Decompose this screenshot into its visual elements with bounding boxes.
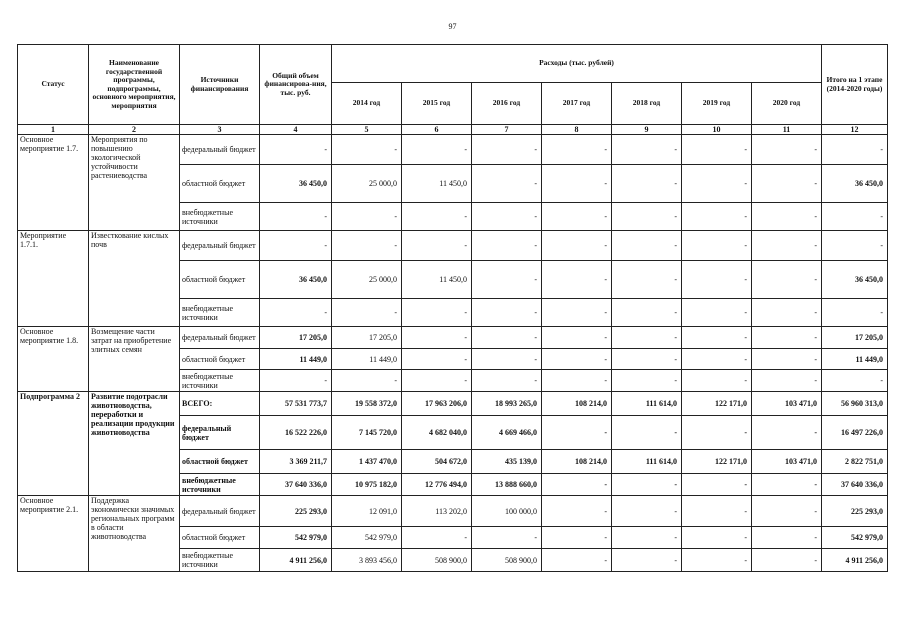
column-number: 12 [822, 125, 888, 135]
column-number: 6 [402, 125, 472, 135]
year-value-cell: - [682, 370, 752, 392]
year-value-cell: - [332, 370, 402, 392]
stage-total-cell: 36 450,0 [822, 165, 888, 203]
source-cell: внебюджетные источники [180, 370, 260, 392]
total-volume-cell: - [260, 299, 332, 327]
year-value-cell: - [682, 527, 752, 549]
year-value-cell: - [332, 135, 402, 165]
year-value-cell: - [752, 327, 822, 349]
year-value-cell: 11 449,0 [332, 349, 402, 370]
header-sources: Источники финансирования [180, 45, 260, 125]
total-volume-cell: - [260, 370, 332, 392]
year-value-cell: - [682, 474, 752, 496]
year-value-cell: - [542, 370, 612, 392]
year-value-cell: - [542, 416, 612, 450]
year-value-cell: 435 139,0 [472, 450, 542, 474]
column-number: 9 [612, 125, 682, 135]
header-year: 2018 год [612, 83, 682, 125]
total-volume-cell: - [260, 203, 332, 231]
year-value-cell: - [612, 135, 682, 165]
header-expenses: Расходы (тыс. рублей) [332, 45, 822, 83]
year-value-cell: 13 888 660,0 [472, 474, 542, 496]
header-year: 2019 год [682, 83, 752, 125]
year-value-cell: - [542, 203, 612, 231]
header-year: 2017 год [542, 83, 612, 125]
total-volume-cell: - [260, 231, 332, 261]
stage-total-cell: 17 205,0 [822, 327, 888, 349]
header-status: Статус [18, 45, 89, 125]
year-value-cell: - [752, 299, 822, 327]
year-value-cell: - [752, 549, 822, 572]
name-cell: Возмещение части затрат на приобретение элитных семян [89, 327, 180, 392]
year-value-cell: 111 614,0 [612, 392, 682, 416]
year-value-cell: - [682, 416, 752, 450]
year-value-cell: - [472, 527, 542, 549]
source-cell: внебюджетные источники [180, 299, 260, 327]
year-value-cell: - [472, 370, 542, 392]
total-volume-cell: 37 640 336,0 [260, 474, 332, 496]
year-value-cell: - [612, 299, 682, 327]
year-value-cell: - [682, 231, 752, 261]
year-value-cell: 103 471,0 [752, 450, 822, 474]
year-value-cell: 3 893 456,0 [332, 549, 402, 572]
year-value-cell: - [542, 527, 612, 549]
year-value-cell: - [752, 416, 822, 450]
year-value-cell: - [542, 549, 612, 572]
year-value-cell: - [612, 416, 682, 450]
header-year: 2014 год [332, 83, 402, 125]
total-volume-cell: 4 911 256,0 [260, 549, 332, 572]
year-value-cell: - [542, 231, 612, 261]
year-value-cell: - [542, 135, 612, 165]
source-cell: федеральный бюджет [180, 416, 260, 450]
year-value-cell: 122 171,0 [682, 392, 752, 416]
year-value-cell: - [472, 327, 542, 349]
year-value-cell: - [402, 203, 472, 231]
column-number: 1 [18, 125, 89, 135]
column-number: 2 [89, 125, 180, 135]
source-cell: федеральный бюджет [180, 327, 260, 349]
stage-total-cell: 56 960 313,0 [822, 392, 888, 416]
year-value-cell: 122 171,0 [682, 450, 752, 474]
year-value-cell: - [752, 370, 822, 392]
source-cell: ВСЕГО: [180, 392, 260, 416]
year-value-cell: - [402, 370, 472, 392]
status-cell: Основное мероприятие 2.1. [18, 496, 89, 572]
year-value-cell: 19 558 372,0 [332, 392, 402, 416]
source-cell: областной бюджет [180, 450, 260, 474]
year-value-cell: 17 963 206,0 [402, 392, 472, 416]
stage-total-cell: 37 640 336,0 [822, 474, 888, 496]
total-volume-cell: 11 449,0 [260, 349, 332, 370]
stage-total-cell: - [822, 370, 888, 392]
status-cell: Мероприятие 1.7.1. [18, 231, 89, 327]
source-cell: федеральный бюджет [180, 496, 260, 527]
year-value-cell: - [542, 327, 612, 349]
year-value-cell: - [612, 261, 682, 299]
year-value-cell: - [612, 203, 682, 231]
total-volume-cell: 17 205,0 [260, 327, 332, 349]
year-value-cell: - [542, 474, 612, 496]
year-value-cell: - [682, 549, 752, 572]
table-row [18, 135, 888, 165]
year-value-cell: - [472, 203, 542, 231]
year-value-cell: - [542, 261, 612, 299]
status-cell: Основное мероприятие 1.8. [18, 327, 89, 392]
year-value-cell: - [752, 474, 822, 496]
year-value-cell: - [472, 165, 542, 203]
status-cell: Подпрограмма 2 [18, 392, 89, 496]
total-volume-cell: - [260, 135, 332, 165]
year-value-cell: 17 205,0 [332, 327, 402, 349]
header-name: Наименование государственной программы, подпрограммы, основного мероприятия, мероприятия [89, 45, 180, 125]
table-row [18, 231, 888, 261]
year-value-cell: - [682, 349, 752, 370]
year-value-cell: - [752, 261, 822, 299]
year-value-cell: 508 900,0 [472, 549, 542, 572]
table-row [18, 327, 888, 349]
year-value-cell: 504 672,0 [402, 450, 472, 474]
column-number: 3 [180, 125, 260, 135]
name-cell: Известкование кислых почв [89, 231, 180, 327]
year-value-cell: - [332, 231, 402, 261]
year-value-cell: 4 682 040,0 [402, 416, 472, 450]
year-value-cell: - [402, 135, 472, 165]
stage-total-cell: 36 450,0 [822, 261, 888, 299]
year-value-cell: 12 776 494,0 [402, 474, 472, 496]
year-value-cell: 11 450,0 [402, 165, 472, 203]
source-cell: федеральный бюджет [180, 135, 260, 165]
year-value-cell: - [542, 165, 612, 203]
year-value-cell: - [682, 135, 752, 165]
total-volume-cell: 225 293,0 [260, 496, 332, 527]
stage-total-cell: 542 979,0 [822, 527, 888, 549]
name-cell: Мероприятия по повышению экологической устойчивости растениеводства [89, 135, 180, 231]
year-value-cell: - [612, 327, 682, 349]
year-value-cell: - [752, 496, 822, 527]
stage-total-cell: - [822, 231, 888, 261]
year-value-cell: 100 000,0 [472, 496, 542, 527]
total-volume-cell: 36 450,0 [260, 261, 332, 299]
budget-table [17, 44, 888, 572]
year-value-cell: - [752, 527, 822, 549]
year-value-cell: 111 614,0 [612, 450, 682, 474]
year-value-cell: 4 669 466,0 [472, 416, 542, 450]
year-value-cell: - [752, 165, 822, 203]
year-value-cell: - [402, 299, 472, 327]
year-value-cell: 18 993 265,0 [472, 392, 542, 416]
year-value-cell: - [332, 203, 402, 231]
year-value-cell: - [612, 349, 682, 370]
year-value-cell: 11 450,0 [402, 261, 472, 299]
source-cell: областной бюджет [180, 349, 260, 370]
stage-total-cell: - [822, 135, 888, 165]
year-value-cell: - [612, 165, 682, 203]
source-cell: федеральный бюджет [180, 231, 260, 261]
year-value-cell: 12 091,0 [332, 496, 402, 527]
year-value-cell: - [682, 203, 752, 231]
year-value-cell: - [752, 349, 822, 370]
source-cell: внебюджетные источники [180, 474, 260, 496]
year-value-cell: 108 214,0 [542, 450, 612, 474]
stage-total-cell: 225 293,0 [822, 496, 888, 527]
year-value-cell: 1 437 470,0 [332, 450, 402, 474]
source-cell: внебюджетные источники [180, 549, 260, 572]
source-cell: областной бюджет [180, 261, 260, 299]
total-volume-cell: 36 450,0 [260, 165, 332, 203]
column-number: 4 [260, 125, 332, 135]
year-value-cell: 508 900,0 [402, 549, 472, 572]
column-number: 8 [542, 125, 612, 135]
year-value-cell: - [612, 549, 682, 572]
table-row [18, 496, 888, 527]
year-value-cell: - [472, 135, 542, 165]
year-value-cell: - [542, 349, 612, 370]
stage-total-cell: - [822, 299, 888, 327]
year-value-cell: - [612, 496, 682, 527]
name-cell: Поддержка экономически значимых региональных программ в области животноводства [89, 496, 180, 572]
column-number: 11 [752, 125, 822, 135]
year-value-cell: 7 145 720,0 [332, 416, 402, 450]
year-value-cell: - [682, 261, 752, 299]
year-value-cell: - [472, 299, 542, 327]
header-stage-total: Итого на 1 этапе (2014-2020 годы) [822, 45, 888, 125]
year-value-cell: - [612, 474, 682, 496]
column-number: 5 [332, 125, 402, 135]
total-volume-cell: 57 531 773,7 [260, 392, 332, 416]
table-body [18, 135, 888, 572]
year-value-cell: - [612, 231, 682, 261]
table-row [18, 392, 888, 416]
year-value-cell: 10 975 182,0 [332, 474, 402, 496]
column-number: 7 [472, 125, 542, 135]
year-value-cell: - [682, 327, 752, 349]
year-value-cell: 103 471,0 [752, 392, 822, 416]
column-numbers-row [18, 125, 888, 135]
year-value-cell: - [682, 496, 752, 527]
page-number: 97 [448, 22, 457, 31]
stage-total-cell: 4 911 256,0 [822, 549, 888, 572]
status-cell: Основное мероприятие 1.7. [18, 135, 89, 231]
header-total-volume: Общий объем финансирова-ния, тыс. руб. [260, 45, 332, 125]
name-cell: Развитие подотрасли животноводства, переработки и реализации продукции животноводства [89, 392, 180, 496]
header-year: 2020 год [752, 83, 822, 125]
source-cell: областной бюджет [180, 165, 260, 203]
year-value-cell: - [752, 203, 822, 231]
year-value-cell: - [402, 327, 472, 349]
stage-total-cell: 11 449,0 [822, 349, 888, 370]
year-value-cell: - [542, 496, 612, 527]
header-year: 2015 год [402, 83, 472, 125]
year-value-cell: - [402, 231, 472, 261]
year-value-cell: - [472, 261, 542, 299]
year-value-cell: - [682, 165, 752, 203]
total-volume-cell: 3 369 211,7 [260, 450, 332, 474]
year-value-cell: 542 979,0 [332, 527, 402, 549]
year-value-cell: - [542, 299, 612, 327]
year-value-cell: - [752, 135, 822, 165]
header-year: 2016 год [472, 83, 542, 125]
column-number: 10 [682, 125, 752, 135]
year-value-cell: - [402, 349, 472, 370]
stage-total-cell: 16 497 226,0 [822, 416, 888, 450]
year-value-cell: - [752, 231, 822, 261]
year-value-cell: - [332, 299, 402, 327]
year-value-cell: 25 000,0 [332, 261, 402, 299]
year-value-cell: - [402, 527, 472, 549]
year-value-cell: - [612, 527, 682, 549]
year-value-cell: 113 202,0 [402, 496, 472, 527]
year-value-cell: - [472, 349, 542, 370]
total-volume-cell: 16 522 226,0 [260, 416, 332, 450]
total-volume-cell: 542 979,0 [260, 527, 332, 549]
year-value-cell: 25 000,0 [332, 165, 402, 203]
source-cell: областной бюджет [180, 527, 260, 549]
year-value-cell: 108 214,0 [542, 392, 612, 416]
year-value-cell: - [612, 370, 682, 392]
stage-total-cell: 2 822 751,0 [822, 450, 888, 474]
year-value-cell: - [682, 299, 752, 327]
source-cell: внебюджетные источники [180, 203, 260, 231]
stage-total-cell: - [822, 203, 888, 231]
year-value-cell: - [472, 231, 542, 261]
